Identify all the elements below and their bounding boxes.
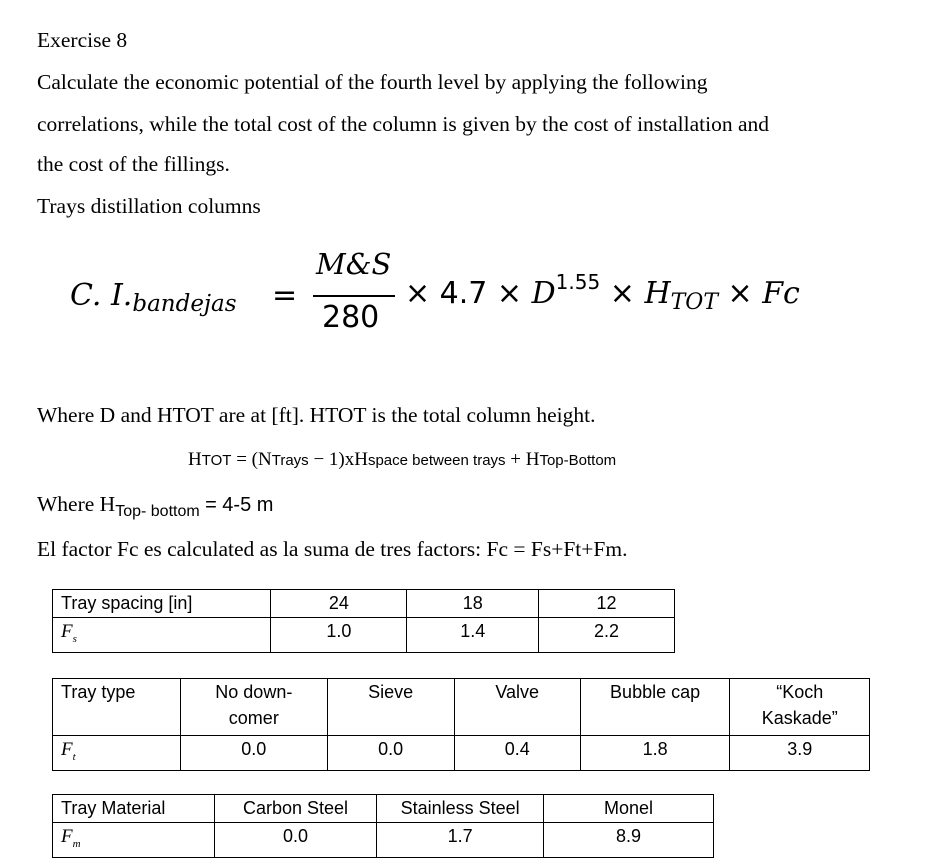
- formula-d: D: [531, 276, 556, 311]
- table-cell: 8.9: [543, 823, 713, 858]
- htot-lhs-sub: TOT: [201, 452, 232, 469]
- formula-times-3: ×: [727, 276, 753, 311]
- table-row: [53, 736, 870, 771]
- table-row: [53, 590, 675, 618]
- tray-spacing-table: [52, 589, 675, 653]
- table-cell: Valve: [454, 679, 580, 736]
- where-h-prefix: Where H: [37, 492, 116, 516]
- formula-times-2: ×: [609, 276, 635, 311]
- fraction-bar: [313, 295, 395, 297]
- table-cell: Carbon Steel: [214, 795, 376, 823]
- htot-n-sub: Trays: [271, 452, 309, 469]
- htot-plus: + H: [510, 449, 540, 470]
- table-cell: No down- comer: [180, 679, 327, 736]
- htot-tb-sub: Top-Bottom: [539, 452, 617, 469]
- table-cell: 1.8: [580, 736, 730, 771]
- fs-label: $F_s$: [53, 618, 271, 653]
- tray-material-header: Tray Material: [53, 795, 215, 823]
- table-row: [53, 795, 714, 823]
- table-cell: 2.2: [539, 618, 675, 653]
- formula-lhs-main: C. I.: [70, 278, 133, 313]
- exercise-title: Exercise 8: [37, 28, 128, 52]
- table-cell: 1.0: [271, 618, 407, 653]
- where-h-value: = 4-5 m: [205, 494, 274, 516]
- formula-equals: =: [272, 278, 298, 313]
- table-cell: 0.0: [327, 736, 454, 771]
- table-cell: 12: [539, 590, 675, 618]
- formula-times-47: × 4.7 ×: [405, 276, 523, 311]
- formula-rest: [405, 270, 800, 315]
- table-cell: “Koch Kaskade”: [730, 679, 870, 736]
- where-h-sub: Top- bottom: [115, 503, 200, 520]
- formula-lhs: [70, 278, 237, 317]
- htot-eq-open: = (N: [236, 449, 272, 470]
- tray-spacing-header: Tray spacing [in]: [53, 590, 271, 618]
- tray-type-table: [52, 678, 870, 771]
- tray-material-table: [52, 794, 714, 858]
- formula-fc: Fc: [762, 276, 800, 311]
- htot-minus: − 1)xH: [313, 449, 368, 470]
- intro-line-2: correlations, while the total cost of the column is given by the cost of installation and: [37, 112, 770, 136]
- ft-label: $F_t$: [53, 736, 181, 771]
- table-cell: Stainless Steel: [377, 795, 544, 823]
- formula-numerator: M&S: [316, 247, 392, 281]
- formula-h-sub: TOT: [670, 290, 718, 315]
- factor-line: El factor Fc es calculated as la suma de tres factors: Fc = Fs+Ft+Fm.: [37, 537, 628, 561]
- table-cell: 0.0: [180, 736, 327, 771]
- table-cell: 0.4: [454, 736, 580, 771]
- where-line: Where D and HTOT are at [ft]. HTOT is the total column height.: [37, 403, 596, 427]
- table-row: [53, 823, 714, 858]
- formula-h: H: [644, 276, 671, 311]
- intro-line-3: the cost of the fillings.: [37, 152, 230, 176]
- htot-lhs: H: [188, 449, 202, 470]
- table-cell: 1.7: [377, 823, 544, 858]
- intro-line-1: Calculate the economic potential of the fourth level by applying the following: [37, 70, 708, 94]
- tray-type-header: Tray type: [53, 679, 181, 736]
- table-cell: Bubble cap: [580, 679, 730, 736]
- table-row: [53, 618, 675, 653]
- table-cell: Sieve: [327, 679, 454, 736]
- subheading: Trays distillation columns: [37, 194, 261, 218]
- fm-label: $F_m$: [53, 823, 215, 858]
- table-cell: Monel: [543, 795, 713, 823]
- table-row: [53, 679, 870, 736]
- table-cell: 0.0: [214, 823, 376, 858]
- htot-equation: [188, 449, 616, 471]
- table-cell: 1.4: [407, 618, 539, 653]
- table-cell: 3.9: [730, 736, 870, 771]
- table-cell: 18: [407, 590, 539, 618]
- table-cell: 24: [271, 590, 407, 618]
- formula-lhs-sub: bandejas: [132, 291, 237, 317]
- where-h-line: [37, 492, 274, 520]
- htot-space-sub: space between trays: [367, 452, 506, 469]
- formula-exp: 1.55: [555, 270, 601, 294]
- formula-denominator: 280: [322, 300, 380, 335]
